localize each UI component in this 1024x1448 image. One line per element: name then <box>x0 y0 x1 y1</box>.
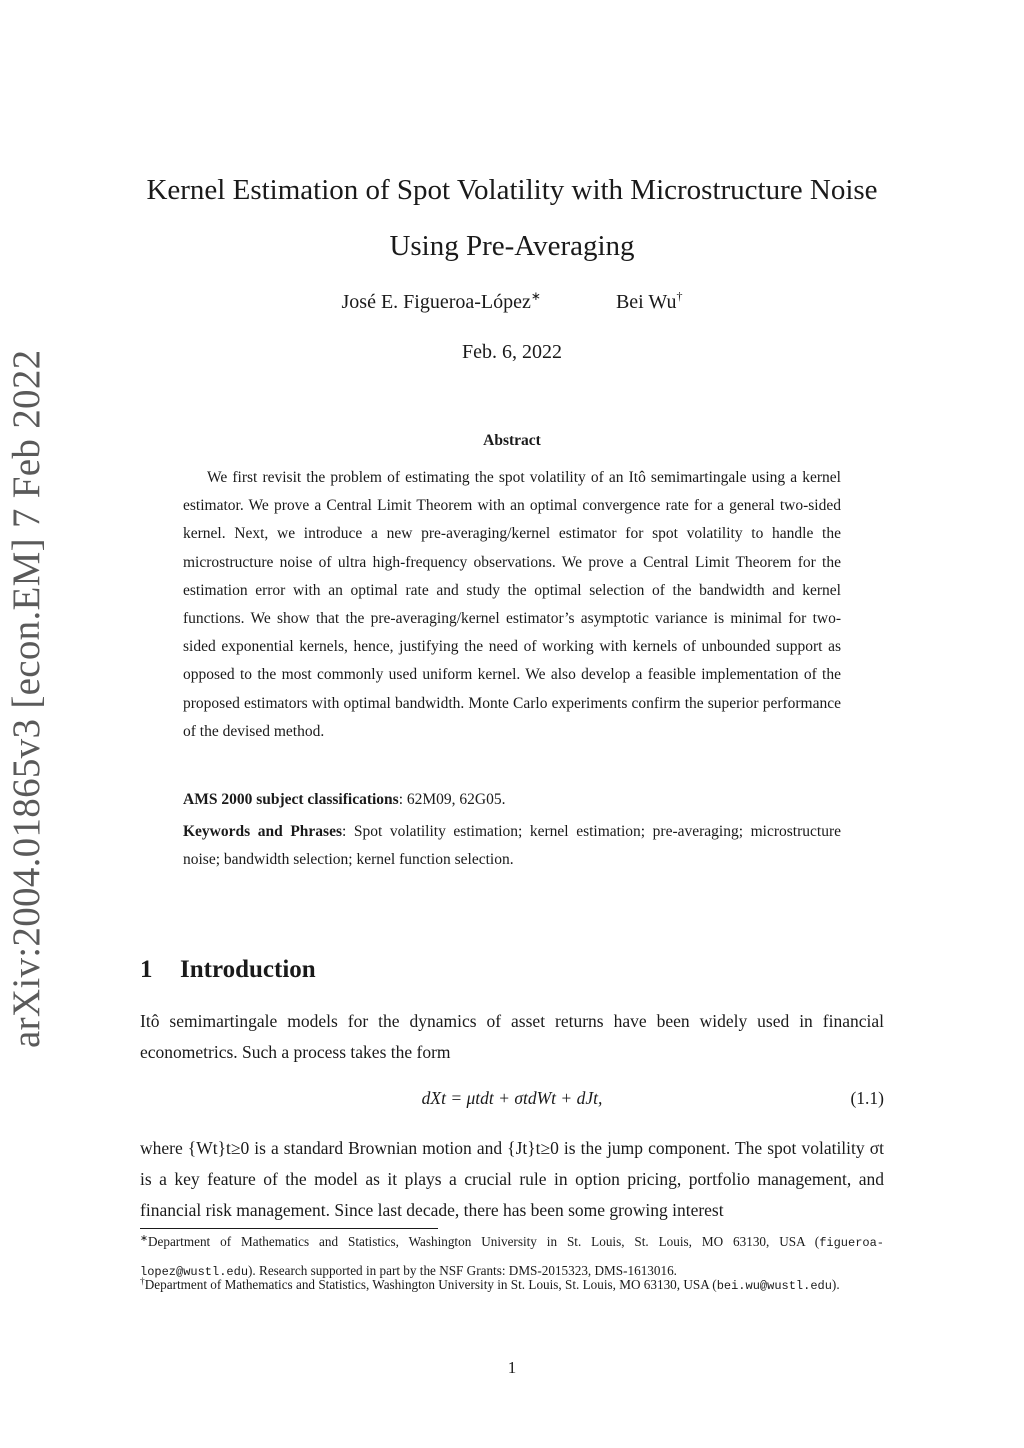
author-name: José E. Figueroa-López <box>341 291 531 313</box>
keywords-label: Keywords and Phrases <box>183 823 342 840</box>
footnote-text-after: ). <box>831 1277 840 1292</box>
footnote-text: Department of Mathematics and Statistics, Washington University in St. Louis, St. Louis, MO 63130, USA ( <box>144 1277 717 1292</box>
section-title: Introduction <box>180 956 316 983</box>
keywords-value: : Spot volatility estimation; kernel estimation; pre-averaging; microstructure noise; bandwidth selection; kernel function selection. <box>183 823 841 869</box>
ams-label: AMS 2000 subject classifications <box>183 791 399 808</box>
footnote-2 <box>140 1271 884 1300</box>
footnote-text-after: ). Research supported in part by the NSF Grants: DMS-2015323, DMS-1613016. <box>248 1263 677 1278</box>
author-footnote-mark[interactable]: † <box>676 289 683 303</box>
keywords <box>183 818 841 874</box>
footnote-mark: ∗ <box>140 1234 148 1244</box>
ams-value: : 62M09, 62G05. <box>398 791 506 808</box>
author-name: Bei Wu <box>615 291 677 313</box>
author-email-link[interactable]: figueroa-lopez@wustl.edu <box>140 1236 884 1279</box>
abstract-heading: Abstract <box>483 432 541 449</box>
footnote-text: Department of Mathematics and Statistics, Washington University in St. Louis, St. Louis, MO 63130, USA ( <box>147 1234 820 1249</box>
author-list <box>140 288 884 316</box>
paper-title: Kernel Estimation of Spot Volatility with Microstructure Noise Using Pre-Averaging <box>146 174 878 262</box>
equation-1-1 <box>140 1086 884 1116</box>
arxiv-identifier-stamp[interactable]: arXiv:2004.01865v3 [econ.EM] 7 Feb 2022 <box>5 349 48 1048</box>
section-heading-introduction <box>140 952 316 988</box>
equation-body: dXt = μtdt + σtdWt + dJt, <box>421 1088 603 1108</box>
intro-paragraph-1: Itô semimartingale models for the dynamics of asset returns have been widely used in financial econometrics. Such a process takes the form <box>140 1011 884 1062</box>
equation-number[interactable]: (1.1) <box>850 1088 884 1108</box>
author-figueroa-lopez <box>342 288 541 316</box>
abstract-text: We first revisit the problem of estimating the spot volatility of an Itô semimartingale using a kernel estimator. We prove a Central Limit Theorem with an optimal convergence rate for a general two-sided kernel. Next, we introduce a new pre-averaging/kernel estimator for spot volatility to handle the microstructure noise of ultra high-frequency observations. We prove a Central Limit Theorem for the estimation error with an optimal rate and study the optimal selection of the bandwidth and kernel functions. We show that the pre-averaging/kernel estimator’s asymptotic variance is minimal for two-sided exponential kernels, hence, justifying the need of working with kernels of unbounded support as opposed to the most commonly used uniform kernel. We also develop a feasible implementation of the proposed estimators with optimal bandwidth. Monte Carlo experiments confirm the superior performance of the devised method. <box>183 469 841 740</box>
intro-paragraph-2: where {Wt}t≥0 is a standard Brownian motion and {Jt}t≥0 is the jump component. The spot volatility σt is a key feature of the model as it plays a crucial rule in option pricing, portfolio management, and financial risk management. Since last decade, there has been some growing interest <box>140 1138 884 1220</box>
page-number: 1 <box>507 1358 517 1377</box>
author-email-link[interactable]: bei.wu@wustl.edu <box>716 1279 832 1293</box>
footnote-mark: † <box>140 1277 145 1287</box>
section-number: 1 <box>140 956 153 983</box>
ams-classification <box>183 786 841 814</box>
author-footnote-mark[interactable]: ∗ <box>530 289 541 303</box>
author-wu <box>616 288 683 316</box>
paper-date: Feb. 6, 2022 <box>462 341 562 363</box>
